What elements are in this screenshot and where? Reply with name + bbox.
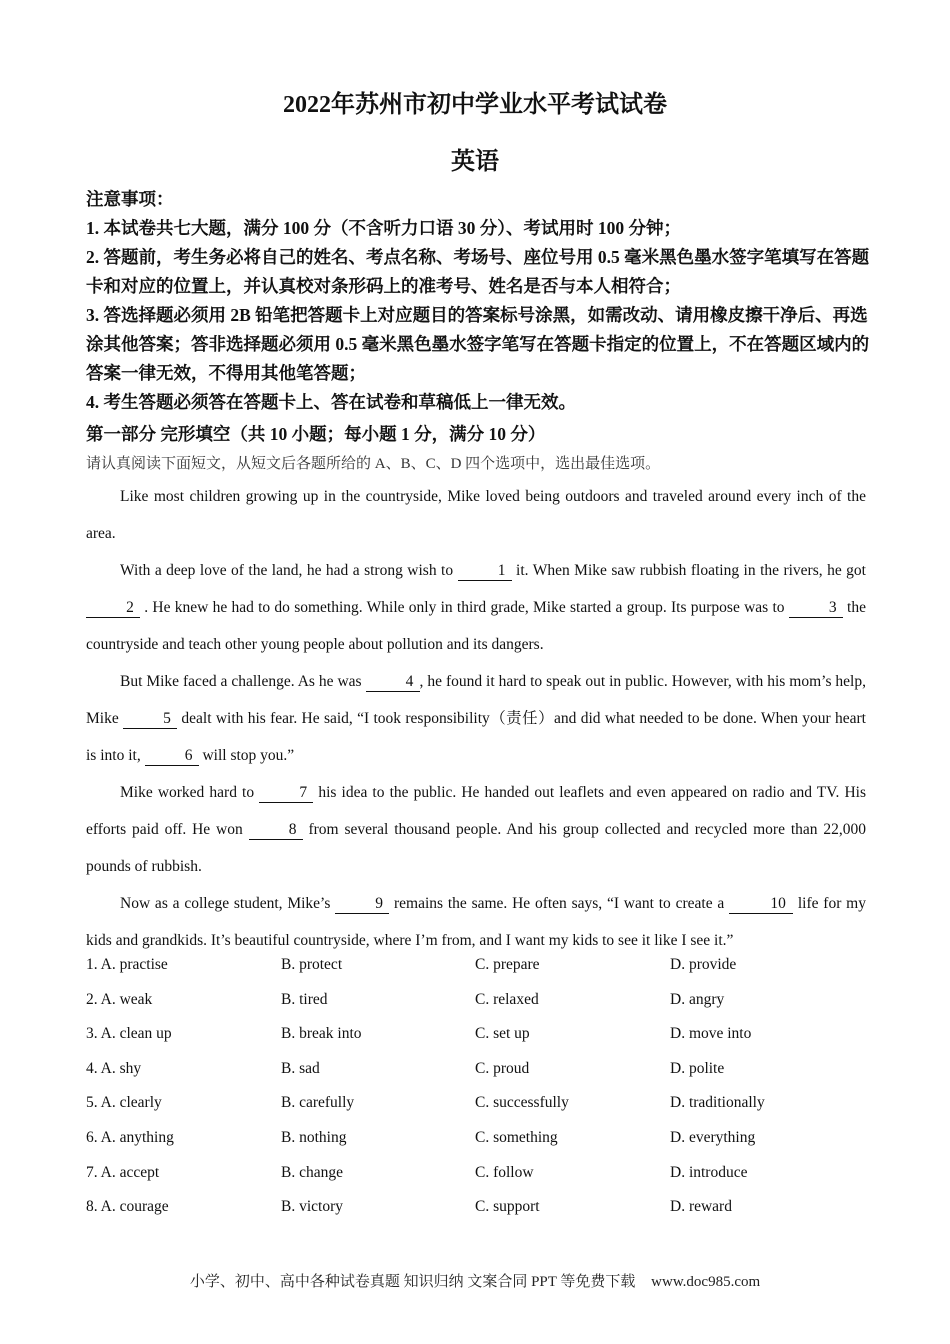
subject-title: 英语: [451, 149, 499, 175]
option-a: 3. A. clean up: [86, 1025, 172, 1043]
page-footer: [0, 1270, 950, 1291]
note-item-1: 1. 本试卷共七大题，满分 100 分（不含听力口语 30 分）、考试用时 100 分钟；: [86, 218, 681, 238]
blank-3: 3: [789, 599, 843, 618]
exam-notes: [86, 185, 876, 417]
blank-1: 1: [458, 562, 512, 581]
paragraph-5: [86, 885, 866, 959]
option-c: C. successfully: [475, 1094, 569, 1112]
question-options-4: [86, 1054, 866, 1089]
option-b: B. break into: [281, 1025, 362, 1043]
text-run: Mike worked hard to: [120, 784, 260, 801]
option-d: D. introduce: [670, 1163, 748, 1181]
text-run: will stop you.”: [198, 747, 295, 764]
option-b: B. protect: [281, 956, 343, 973]
text-run: life for my kids and grandkids. It’s beautiful countryside, where I’m from, and I want my kids to see it like I see it.”: [86, 895, 866, 949]
text-run: remains the same. He often says, “I want to create a: [389, 895, 730, 912]
section-heading: 第一部分 完形填空（共 10 小题；每小题 1 分，满分 10 分）: [86, 424, 546, 444]
question-options-6: [86, 1123, 866, 1158]
option-b: B. victory: [281, 1198, 343, 1216]
text-run: the countryside and teach other young people about pollution and its dangers.: [86, 599, 866, 653]
option-d: D. move into: [670, 1025, 752, 1043]
notes-heading: 注意事项：: [86, 189, 174, 209]
option-b: B. change: [281, 1163, 343, 1181]
option-c: C. relaxed: [475, 990, 539, 1008]
option-a: 5. A. clearly: [86, 1094, 162, 1112]
paragraph-4: [86, 774, 866, 885]
text-run: his idea to the public. He handed out leaflets and even appeared on radio and TV. His efforts paid off. He won: [86, 784, 866, 838]
option-b: B. sad: [281, 1059, 320, 1077]
blank-9: 9: [335, 895, 389, 914]
answer-options: [86, 950, 866, 1227]
option-a: 4. A. shy: [86, 1059, 142, 1077]
option-d: D. everything: [670, 1128, 756, 1146]
blank-2: 2: [86, 599, 140, 618]
option-d: D. reward: [670, 1198, 732, 1216]
footer-link[interactable]: www.doc985.com: [651, 1274, 761, 1290]
option-d: D. angry: [670, 990, 725, 1008]
text-run: With a deep love of the land, he had a strong wish to: [120, 562, 458, 579]
text-run: dealt with his fear. He said, “I took responsibility（责任）and did what needed to be done. When your heart is into it,: [86, 710, 866, 764]
footer-text: 小学、初中、高中各种试卷真题 知识归纳 文案合同 PPT 等免费下载: [189, 1274, 636, 1290]
question-options-5: [86, 1088, 866, 1123]
text-run: But Mike faced a challenge. As he was: [120, 673, 366, 690]
paragraph-3: [86, 663, 866, 774]
blank-10: 10: [729, 895, 793, 914]
option-a: 7. A. accept: [86, 1163, 160, 1181]
option-d: D. provide: [670, 956, 737, 973]
note-item-2: 2. 答题前，考生务必将自己的姓名、考点名称、考场号、座位号用 0.5 毫米黑色墨水签字笔填写在答题卡和对应的位置上，并认真校对条形码上的准考号、姓名是否与本人相符合；: [86, 247, 870, 296]
option-c: C. something: [475, 1128, 558, 1146]
option-c: C. support: [475, 1198, 540, 1216]
section-instructions: 请认真阅读下面短文，从短文后各题所给的 A、B、C、D 四个选项中，选出最佳选项。: [86, 456, 661, 472]
option-b: B. carefully: [281, 1094, 355, 1112]
option-c: C. follow: [475, 1163, 534, 1181]
text-run: Now as a college student, Mike’s: [120, 895, 336, 912]
blank-4: 4: [366, 673, 420, 692]
blank-7: 7: [259, 784, 313, 803]
option-b: B. nothing: [281, 1128, 347, 1146]
question-options-1: [86, 950, 866, 985]
option-a: 1. A. practise: [86, 956, 168, 973]
blank-6: 6: [145, 747, 199, 766]
option-a: 2. A. weak: [86, 990, 153, 1008]
blank-8: 8: [249, 821, 303, 840]
question-options-3: [86, 1019, 866, 1054]
paragraph-2: [86, 552, 866, 663]
option-b: B. tired: [281, 990, 328, 1008]
question-options-8: [86, 1192, 866, 1227]
blank-5: 5: [123, 710, 177, 729]
option-c: C. prepare: [475, 956, 540, 973]
option-c: C. set up: [475, 1025, 530, 1043]
text-run: , he found it hard to speak out in public. However, with his mom’s help, Mike: [86, 673, 866, 727]
page-title: 2022年苏州市初中学业水平考试试卷: [283, 92, 667, 118]
text-run: . He knew he had to do something. While only in third grade, Mike started a group. Its purpose was to: [140, 599, 789, 616]
question-options-7: [86, 1158, 866, 1193]
option-a: 8. A. courage: [86, 1198, 169, 1216]
option-d: D. polite: [670, 1059, 725, 1077]
option-c: C. proud: [475, 1059, 530, 1077]
paragraph-1: Like most children growing up in the countryside, Mike loved being outdoors and traveled around every inch of the area.: [86, 488, 866, 542]
option-d: D. traditionally: [670, 1094, 765, 1112]
note-item-3: 3. 答选择题必须用 2B 铅笔把答题卡上对应题目的答案标号涂黑，如需改动、请用橡皮擦干净后、再选涂其他答案；答非选择题必须用 0.5 毫米黑色墨水签字笔写在答题卡指定的位置上，不在答题区域内的答案一律无效，不得用其他笔答题；: [86, 305, 870, 383]
text-run: it. When Mike saw rubbish floating in the rivers, he got: [511, 562, 866, 579]
option-a: 6. A. anything: [86, 1128, 174, 1146]
note-item-4: 4. 考生答题必须答在答题卡上、答在试卷和草稿低上一律无效。: [86, 392, 576, 412]
text-run: from several thousand people. And his group collected and recycled more than 22,000 pounds of rubbish.: [86, 821, 866, 875]
question-options-2: [86, 985, 866, 1020]
cloze-passage: [86, 478, 866, 959]
